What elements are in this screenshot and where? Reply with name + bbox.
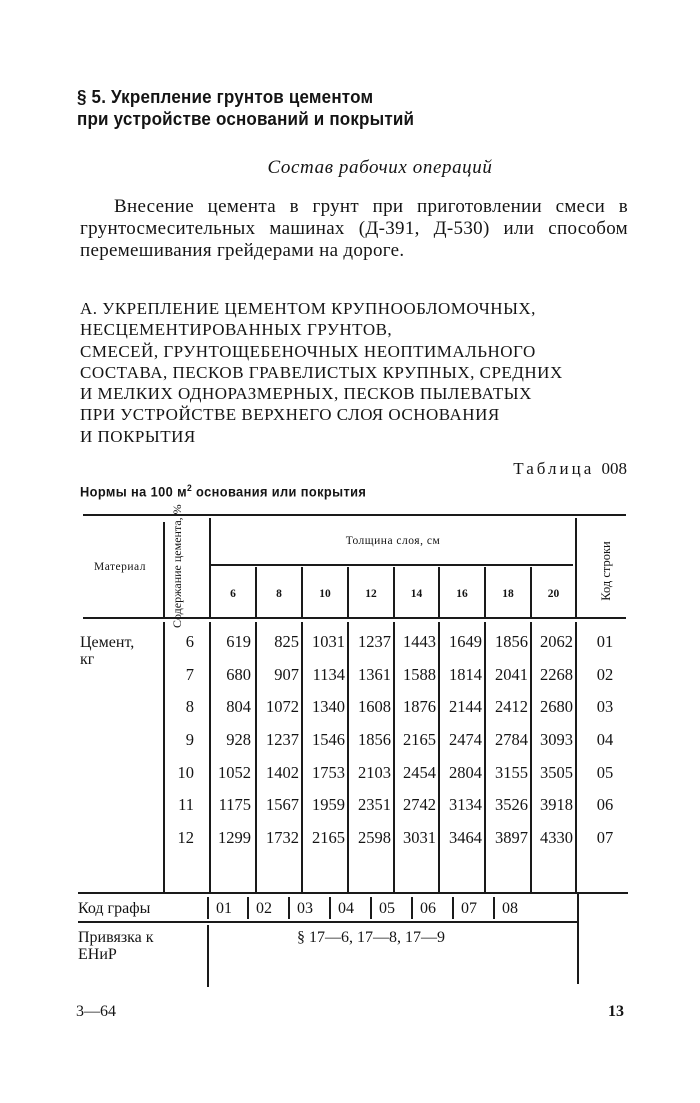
- col-line: [209, 622, 211, 892]
- cell: 680: [226, 665, 251, 684]
- cell: 1237: [266, 730, 299, 749]
- caption-post: основания или покрытия: [192, 484, 367, 500]
- column-code: 07: [461, 900, 477, 917]
- column-code: 03: [297, 900, 313, 917]
- col-line: [207, 925, 209, 987]
- thickness-16: 16: [456, 588, 468, 600]
- material-unit: кг: [80, 651, 95, 668]
- thickness-group-rule: [211, 564, 573, 566]
- col-line: [411, 897, 413, 919]
- material-label: Цемент,: [80, 634, 135, 651]
- subsection-line-5: И МЕЛКИХ ОДНОРАЗМЕРНЫХ, ПЕСКОВ ПЫЛЕВАТЫХ: [80, 384, 532, 404]
- cell: 2351: [358, 795, 391, 814]
- cell: 2103: [358, 763, 391, 782]
- col-line: [577, 894, 579, 984]
- cement-pct: 10: [177, 763, 194, 782]
- cement-pct: 9: [185, 730, 194, 749]
- code-row-rule: [78, 921, 578, 923]
- subheading-text: Состав рабочих операций: [267, 157, 493, 178]
- cement-pct: 11: [178, 795, 194, 814]
- paragraph-text: Внесение цемента в грунт при приготовлении смеси в грунтосмесительных машинах (Д-391, Д-530) или способом перемешивания грейдерами на дороге.: [80, 196, 628, 261]
- col-line: [255, 622, 257, 892]
- cell: 1052: [218, 763, 251, 782]
- col-line: [329, 897, 331, 919]
- row-code: 02: [596, 665, 614, 684]
- col-line: [530, 622, 532, 892]
- cell: 1876: [403, 697, 436, 716]
- header-row-code: Код строки: [599, 541, 613, 601]
- cell: 3505: [540, 763, 573, 782]
- cell: 928: [226, 730, 251, 749]
- cell: 3897: [495, 828, 528, 847]
- cell: 3031: [403, 828, 436, 847]
- table-top-rule: [83, 514, 626, 516]
- enir-label-1: Привязка к: [78, 929, 154, 946]
- cell: 1299: [218, 828, 251, 847]
- row-code: 01: [596, 632, 614, 651]
- cell: 1237: [358, 632, 391, 651]
- col-line: [163, 622, 165, 892]
- enir-reference: § 17—6, 17—8, 17—9: [297, 929, 445, 946]
- row-code: 04: [596, 730, 614, 749]
- cell: 804: [226, 697, 251, 716]
- page-number: 13: [608, 1003, 624, 1020]
- header-bottom-rule: [83, 617, 626, 619]
- column-code: 04: [338, 900, 354, 917]
- cell: 619: [226, 632, 251, 651]
- cell: 1856: [358, 730, 391, 749]
- table-number: [513, 459, 627, 479]
- subsection-line-1: А. УКРЕПЛЕНИЕ ЦЕМЕНТОМ КРУПНООБЛОМОЧНЫХ,: [80, 299, 536, 318]
- cell: 2742: [403, 795, 436, 814]
- subsection-line-3: СМЕСЕЙ, ГРУНТОЩЕБЕНОЧНЫХ НЕОПТИМАЛЬНОГО: [80, 341, 536, 361]
- cell: 3155: [495, 763, 528, 782]
- col-line: [288, 897, 290, 919]
- cement-pct: 7: [185, 665, 194, 684]
- cell: 3526: [495, 795, 528, 814]
- row-code: 07: [596, 828, 614, 847]
- thickness-14: 14: [410, 588, 423, 600]
- cell: 1402: [266, 763, 299, 782]
- thickness-6: 6: [230, 588, 236, 600]
- cell: 1361: [358, 665, 391, 684]
- operations-paragraph: [80, 196, 628, 262]
- cell: 1031: [312, 632, 345, 651]
- cell: 2412: [495, 697, 528, 716]
- body-bottom-rule: [78, 892, 628, 894]
- cell: 2680: [540, 697, 573, 716]
- table-number-value: 008: [601, 459, 627, 478]
- thickness-20: 20: [547, 588, 560, 600]
- column-code: 06: [420, 900, 436, 917]
- cell: 2454: [403, 763, 436, 782]
- subsection-title: [80, 298, 563, 447]
- cell: 1814: [449, 665, 482, 684]
- row-code: 03: [596, 697, 614, 716]
- cement-pct: 6: [185, 632, 194, 651]
- section-title: [77, 86, 414, 130]
- cell: 2165: [403, 730, 436, 749]
- table-label: Таблица: [513, 459, 595, 478]
- thickness-12: 12: [365, 588, 377, 600]
- col-line: [247, 897, 249, 919]
- cell: 1072: [266, 697, 299, 716]
- col-line: [452, 897, 454, 919]
- cell: 1443: [403, 632, 436, 651]
- section-title-line-1: § 5. Укрепление грунтов цементом: [77, 86, 374, 107]
- cell: 907: [274, 665, 299, 684]
- caption-sup: 2: [186, 483, 193, 493]
- col-line: [575, 622, 577, 892]
- column-code: 08: [502, 900, 518, 917]
- thickness-10: 10: [319, 588, 331, 600]
- col-line: [370, 897, 372, 919]
- cell: 4330: [540, 828, 573, 847]
- cell: 1732: [266, 828, 299, 847]
- cell: 825: [274, 632, 299, 651]
- cell: 1340: [312, 697, 345, 716]
- cell: 1959: [312, 795, 345, 814]
- cell: 3918: [540, 795, 573, 814]
- signature-mark: 3—64: [76, 1003, 116, 1020]
- caption-pre: Нормы на 100 м: [80, 484, 187, 500]
- col-line: [484, 622, 486, 892]
- subsection-line-4: СОСТАВА, ПЕСКОВ ГРАВЕЛИСТЫХ КРУПНЫХ, СРЕДНИХ: [80, 362, 563, 382]
- col-line: [575, 518, 577, 617]
- subsection-line-6: ПРИ УСТРОЙСТВЕ ВЕРХНЕГО СЛОЯ ОСНОВАНИЯ: [80, 405, 500, 425]
- cell: 2804: [449, 763, 482, 782]
- thickness-8: 8: [276, 588, 282, 600]
- cell: 2598: [358, 828, 391, 847]
- table-caption: [80, 483, 366, 500]
- cell: 2062: [540, 632, 573, 651]
- col-line: [163, 522, 165, 617]
- cell: 2041: [495, 665, 528, 684]
- subsection-line-7: И ПОКРЫТИЯ: [80, 426, 196, 446]
- column-code: 02: [256, 900, 272, 917]
- cell: 3093: [540, 730, 573, 749]
- header-thickness-group: Толщина слоя, см: [345, 535, 441, 547]
- col-line: [347, 622, 349, 892]
- column-code: 01: [216, 900, 232, 917]
- col-line: [393, 622, 395, 892]
- col-line: [493, 897, 495, 919]
- cell: 3464: [449, 828, 482, 847]
- section-title-line-2: при устройстве оснований и покрытий: [77, 108, 415, 129]
- header-material: Материал: [93, 561, 146, 573]
- thickness-18: 18: [502, 588, 514, 600]
- enir-label-2: ЕНиР: [78, 946, 117, 963]
- cement-pct: 8: [185, 697, 194, 716]
- cell: 3134: [449, 795, 482, 814]
- cell: 2165: [312, 828, 345, 847]
- cell: 1175: [218, 795, 251, 814]
- col-line: [438, 622, 440, 892]
- column-code: 05: [379, 900, 395, 917]
- cell: 1856: [495, 632, 528, 651]
- cell: 1649: [449, 632, 482, 651]
- cell: 2474: [449, 730, 482, 749]
- cell: 2784: [495, 730, 528, 749]
- col-line: [301, 622, 303, 892]
- cell: 1134: [312, 665, 345, 684]
- cell: 1567: [266, 795, 299, 814]
- cell: 1546: [312, 730, 345, 749]
- row-code: 05: [596, 763, 614, 782]
- cell: 1608: [358, 697, 391, 716]
- header-cement-content: Содержание цемента, %: [170, 504, 184, 628]
- subheading: [0, 157, 700, 179]
- col-line: [207, 897, 209, 919]
- row-code: 06: [596, 795, 614, 814]
- cell: 1753: [312, 763, 345, 782]
- cement-pct: 12: [177, 828, 194, 847]
- cell: 1588: [403, 665, 436, 684]
- subsection-line-2: НЕСЦЕМЕНТИРОВАННЫХ ГРУНТОВ,: [80, 320, 393, 340]
- cell: 2144: [449, 697, 482, 716]
- cell: 2268: [540, 665, 573, 684]
- column-code-label: Код графы: [78, 900, 151, 917]
